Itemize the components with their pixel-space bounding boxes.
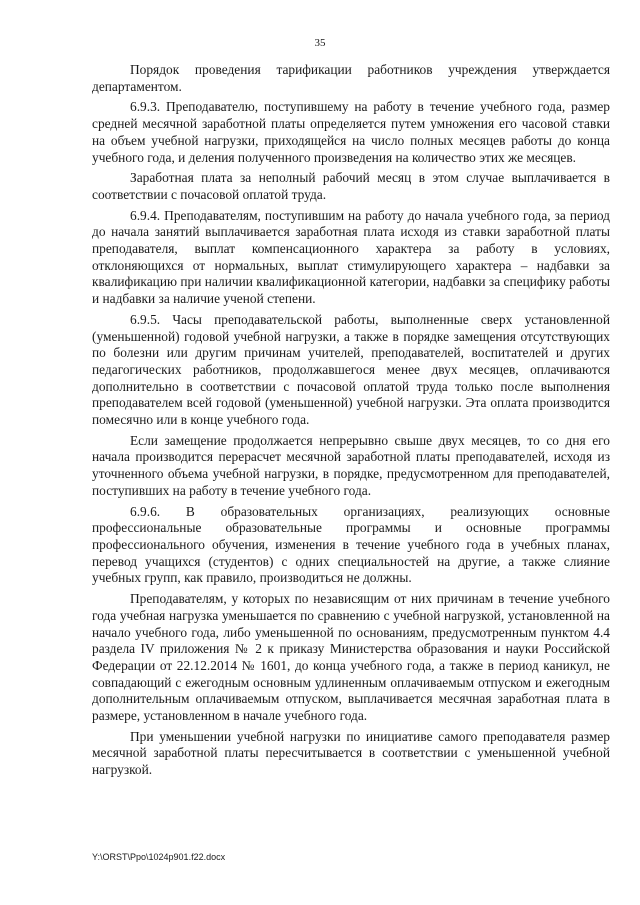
paragraph-own-initiative: При уменьшении учебной нагрузки по инициативе самого преподавателя размер месячной заработной платы пересчитывается в соответствии с уменьшенной учебной нагрузкой.	[92, 728, 610, 778]
paragraph-6-9-5: 6.9.5. Часы преподавательской работы, выполненные сверх установленной (уменьшенной) годовой учебной нагрузки, а также в порядке замещения отсутствующих по болезни или другим причинам учителей, преподавателей, воспитателей и других педагогических работников, продолжавшегося менее двух месяцев, оплачиваются дополнительно в соответствии с почасовой оплатой труда только после выполнения преподавателем всей годовой (уменьшенной) учебной нагрузки. Эта оплата производится помесячно или в конце учебного года.	[92, 311, 610, 428]
document-body	[92, 62, 610, 783]
footer-file-path: Y:\ORST\Ppo\1024p901.f22.docx	[92, 852, 226, 862]
paragraph-6-9-3: 6.9.3. Преподавателю, поступившему на работу в течение учебного года, размер средней месячной заработной платы определяется путем умножения его часовой ставки на объем учебной нагрузки, приходящейся на число полных месяцев работы до конца учебного года, и деления полученного произведения на количество этих же месяцев.	[92, 99, 610, 165]
paragraph-replacement: Если замещение продолжается непрерывно свыше двух месяцев, то со дня его начала производится перерасчет месячной заработной платы преподавателей, исходя из уточненного объема учебной нагрузки, в порядке, предусмотренном для преподавателей, поступивших на работу в течение учебного года.	[92, 432, 610, 498]
paragraph-6-9-4: 6.9.4. Преподавателям, поступившим на работу до начала учебного года, за период до начала занятий выплачивается заработная плата исходя из ставки заработной платы преподавателя, выплат компенсационного характера за работу в условиях, отклоняющихся от нормальных, выплат стимулирующего характера – надбавки за квалификацию при наличии квалификационной категории, надбавки за специфику работы и надбавки за наличие ученой степени.	[92, 207, 610, 307]
page-number: 35	[314, 37, 326, 49]
paragraph-reduced-load: Преподавателям, у которых по независящим от них причинам в течение учебного года учебная нагрузка уменьшается по сравнению с учебной нагрузкой, установленной на начало учебного года, либо уменьшенной по основаниям, предусмотренным пунктом 4.4 раздела IV приложения № 2 к приказу Министерства образования и науки Российской Федерации от 22.12.2014 № 1601, до конца учебного года, а также в период каникул, не совпадающий с ежегодным основным удлиненным оплачиваемым отпуском и ежегодным дополнительным оплачиваемым отпуском, выплачивается месячная заработная плата в размере, установленном в начале учебного года.	[92, 591, 610, 724]
paragraph-tariffication: Порядок проведения тарификации работников учреждения утверждается департаментом.	[92, 62, 610, 94]
paragraph-partial-month: Заработная плата за неполный рабочий месяц в этом случае выплачивается в соответствии с почасовой оплатой труда.	[92, 170, 610, 202]
paragraph-6-9-6: 6.9.6. В образовательных организациях, реализующих основные профессиональные образовательные программы и основные программы профессионального обучения, изменения в течение учебного года в учебных планах, перевод учащихся (студентов) с одних специальностей на другие, а также слияние учебных групп, как правило, производиться не должны.	[92, 503, 610, 586]
